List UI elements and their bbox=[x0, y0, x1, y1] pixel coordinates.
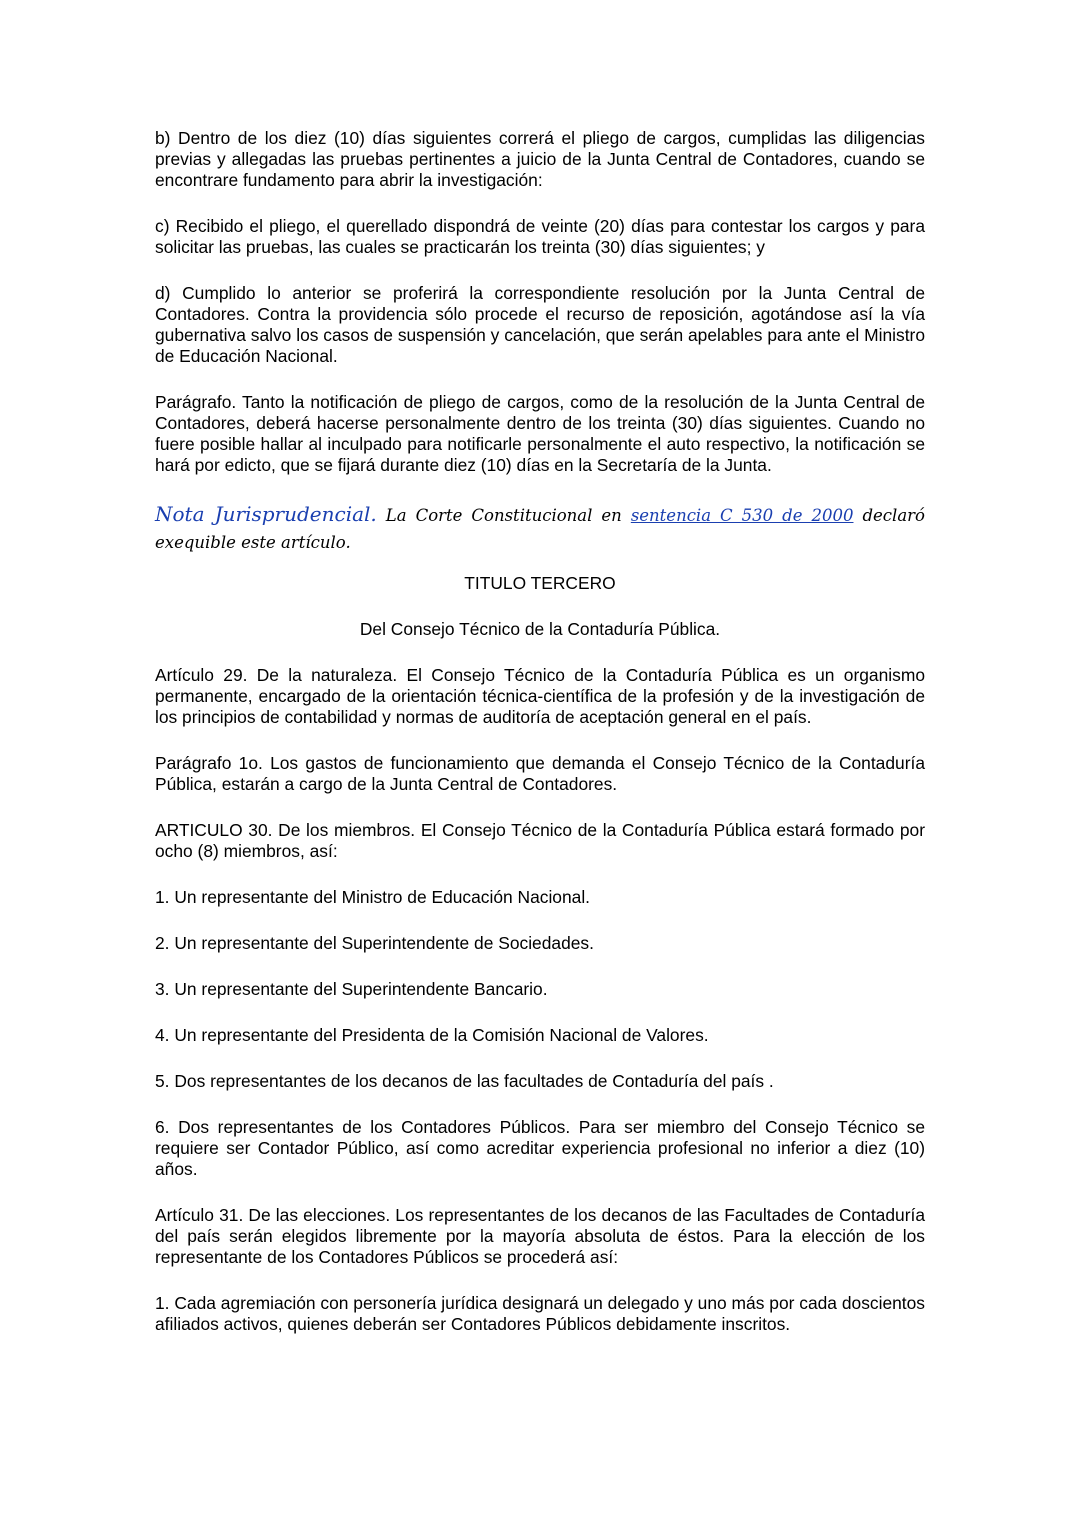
miembro-item-3: 3. Un representante del Superintendente Bancario. bbox=[155, 979, 548, 999]
sentencia-link[interactable]: sentencia C 530 de 2000 bbox=[630, 506, 854, 525]
document-page bbox=[155, 128, 925, 1360]
miembro-item-5: 5. Dos representantes de los decanos de las facultades de Contaduría del país . bbox=[155, 1071, 774, 1091]
subtitulo-consejo: Del Consejo Técnico de la Contaduría Pública. bbox=[359, 619, 721, 639]
nota-label: Nota Jurisprudencial. bbox=[155, 502, 377, 526]
articulo-29: Artículo 29. De la naturaleza. El Consejo Técnico de la Contaduría Pública es un organismo permanente, encargado de la orientación técnica-científica de la profesión y de la investigación de los principios de contabilidad y normas de auditoría de aceptación general en el país. bbox=[155, 665, 925, 727]
miembro-item-6: 6. Dos representantes de los Contadores Públicos. Para ser miembro del Consejo Técnico se requiere ser Contador Público, así como acreditar experiencia profesional no inferior a diez (10) años. bbox=[155, 1117, 925, 1179]
paragraph-d: d) Cumplido lo anterior se proferirá la correspondiente resolución por la Junta Central de Contadores. Contra la providencia sólo procede el recurso de reposición, agotándose así la vía gubernativa salvo los casos de suspensión y cancelación, que serán apelables para ante el Ministro de Educación Nacional. bbox=[155, 283, 925, 366]
paragrafo-notificacion: Parágrafo. Tanto la notificación de pliego de cargos, como de la resolución de la Junta Central de Contadores, deberá hacerse personalmente dentro de los treinta (30) días siguientes. Cuando no fuere posible hallar al inculpado para notificarle personalmente el auto respectivo, la notificación se hará por edicto, que se fijará durante diez (10) días en la Secretaría de la Junta. bbox=[155, 392, 925, 475]
paragrafo-1o: Parágrafo 1o. Los gastos de funcionamiento que demanda el Consejo Técnico de la Contaduría Pública, estarán a cargo de la Junta Central de Contadores. bbox=[155, 753, 925, 794]
miembro-item-2: 2. Un representante del Superintendente de Sociedades. bbox=[155, 933, 594, 953]
articulo-30: ARTICULO 30. De los miembros. El Consejo Técnico de la Contaduría Pública estará formado por ocho (8) miembros, así: bbox=[155, 820, 925, 861]
articulo-31: Artículo 31. De las elecciones. Los representantes de los decanos de las Facultades de Contaduría del país serán elegidos libremente por la mayoría absoluta de éstos. Para la elección de los representante de los Contadores Públicos se procederá así: bbox=[155, 1205, 925, 1267]
paragraph-c: c) Recibido el pliego, el querellado dispondrá de veinte (20) días para contestar los cargos y para solicitar las pruebas, las cuales se practicarán los treinta (30) días siguientes; y bbox=[155, 216, 925, 257]
eleccion-item-1: 1. Cada agremiación con personería jurídica designará un delegado y uno más por cada doscientos afiliados activos, quienes deberán ser Contadores Públicos debidamente inscritos. bbox=[155, 1293, 925, 1334]
miembro-item-1: 1. Un representante del Ministro de Educación Nacional. bbox=[155, 887, 591, 907]
nota-text-after: declaró exequible este artículo. bbox=[155, 506, 925, 552]
miembro-item-4: 4. Un representante del Presidenta de la Comisión Nacional de Valores. bbox=[155, 1025, 709, 1045]
nota-text-before: La Corte Constitucional en bbox=[385, 506, 622, 525]
paragraph-b: b) Dentro de los diez (10) días siguientes correrá el pliego de cargos, cumplidas las diligencias previas y allegadas las pruebas pertinentes a juicio de la Junta Central de Contadores, cuando se encontrare fundamento para abrir la investigación: bbox=[155, 128, 925, 190]
nota-jurisprudencial bbox=[155, 501, 925, 556]
titulo-tercero: TITULO TERCERO bbox=[464, 573, 616, 593]
